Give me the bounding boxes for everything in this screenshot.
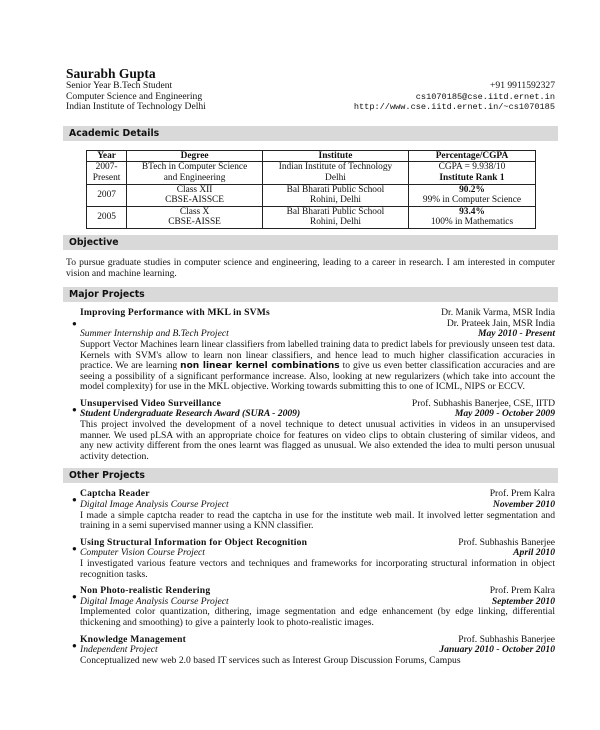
section-objective: Objective [63, 235, 558, 250]
project-description: Implemented color quantization, dithering, image segmentation and edge enhancement (by edge linking, differential thickening and smoothing) to give a painterly look to photo-realistic images. [80, 606, 555, 628]
header-line: Indian Institute of Technology Delhi [66, 101, 206, 113]
table-row [87, 206, 536, 228]
degree-cell [127, 206, 263, 228]
cell-text: Delhi [325, 172, 346, 183]
project-advisor: Prof. Subhashis Banerjee [458, 633, 555, 645]
project-title: Captcha Reader [80, 488, 150, 500]
email-link[interactable]: cs1070185@cse.iitd.ernet.in [415, 91, 555, 102]
phone: +91 9911592327 [489, 80, 555, 91]
academic-table [86, 150, 536, 229]
project-item [66, 489, 555, 531]
cell-text: and Engineering [163, 172, 226, 183]
cell-text: 93.4% [459, 206, 485, 217]
project-description: I investigated various feature vectors and techniques and frameworks for incorporating structural information in object recognition tasks. [80, 558, 555, 580]
cell-text: CBSE-AISSCE [165, 195, 225, 206]
table-header-row [87, 150, 536, 162]
institute-cell [263, 206, 409, 228]
cell-text: Bal Bharati Public School [286, 184, 385, 195]
header-line: Senior Year B.Tech Student [66, 80, 173, 91]
project-item [66, 308, 555, 393]
project-item [66, 399, 555, 463]
project-item [66, 635, 555, 667]
project-date: April 2010 [513, 547, 555, 559]
section-other-projects: Other Projects [63, 468, 558, 483]
project-subtitle: Digital Image Analysis Course Project [80, 499, 229, 511]
cell-text: Institute Rank 1 [439, 172, 505, 183]
cell-text: Indian Institute of Technology [278, 162, 393, 173]
bullet-icon: ● [72, 404, 77, 414]
cell-text: Class XII [176, 184, 213, 195]
cell-text: 2007- [95, 162, 118, 173]
degree-cell [127, 184, 263, 206]
cell-text: Rohini, Delhi [309, 217, 361, 228]
score-cell [408, 206, 535, 228]
cell-text: Rohini, Delhi [309, 195, 361, 206]
project-date: September 2010 [491, 595, 555, 607]
header-line: Computer Science and Engineering [66, 90, 203, 102]
col-header: Year [87, 150, 127, 162]
institute-cell [263, 184, 409, 206]
cell-text: 99% in Computer Science [422, 195, 522, 206]
resume-page [66, 66, 555, 666]
cell-text: 90.2% [459, 184, 485, 195]
project-advisor: Prof. Prem Kalra [489, 585, 555, 597]
project-date: November 2010 [492, 499, 555, 511]
institute-cell [263, 162, 409, 184]
project-subtitle: Independent Project [80, 644, 158, 656]
col-header: Institute [263, 150, 409, 162]
project-subtitle: Summer Internship and B.Tech Project [80, 328, 229, 340]
degree-cell [127, 162, 263, 184]
cell-text: Present [92, 172, 121, 183]
project-advisor: Prof. Subhashis Banerjee [458, 536, 555, 548]
project-subtitle: Computer Vision Course Project [80, 547, 205, 559]
project-date: May 2010 - Present [477, 328, 555, 340]
table-row [87, 162, 536, 184]
cell-text: Bal Bharati Public School [286, 206, 385, 217]
year-cell: 2005 [87, 206, 127, 228]
project-title: Unsupervised Video Surveillance [80, 397, 222, 409]
project-date: May 2009 - October 2009 [454, 408, 555, 420]
project-item [66, 586, 555, 628]
project-advisor: Prof. Subhashis Banerjee, CSE, IITD [411, 397, 555, 409]
score-cell [408, 162, 535, 184]
desc-text: Support Vector Machines learn linear classifiers from labelled training data to predict labels for previously unseen test data. Kernels with SVM's allow to learn non linear classifiers, and hence lead to much higher classification accuracies in practice. We are learning [80, 338, 555, 372]
project-advisor: Dr. Prateek Jain, MSR India [446, 317, 555, 329]
project-title: Knowledge Management [80, 633, 187, 645]
table-row [87, 184, 536, 206]
section-major-projects: Major Projects [63, 287, 558, 302]
score-cell [408, 184, 535, 206]
section-academic: Academic Details [63, 126, 558, 141]
cell-text: Class X [179, 206, 210, 217]
project-advisor: Dr. Manik Varma, MSR India [441, 307, 555, 319]
bullet-icon: ● [72, 640, 77, 650]
cell-text: 100% in Mathematics [430, 217, 514, 228]
header [66, 81, 555, 113]
project-description [80, 340, 555, 393]
desc-text: to give us even better classification accuracies and are seeing a possibility of a significant performance increase. Also, looking at new regularizers (which take into account the model complexity) for use in the MKL objective. Working towards submitting this to one of ICML, NIPS or ECCV. [80, 360, 555, 393]
objective-text: To pursue graduate studies in computer science and engineering, leading to a career in research. I am interested in computer vision and machine learning. [66, 256, 555, 279]
project-description: Conceptualized new web 2.0 based IT services such as Interest Group Discussion Forums, Campus [80, 654, 461, 666]
project-subtitle: Digital Image Analysis Course Project [80, 595, 229, 607]
homepage-link[interactable]: http://www.cse.iitd.ernet.in/~cs1070185 [353, 102, 555, 113]
project-subtitle: Student Undergraduate Research Award (SURA - 2009) [80, 408, 301, 420]
project-item [66, 538, 555, 580]
cell-text: CBSE-AISSE [168, 217, 221, 228]
project-description: I made a simple captcha reader to read the captcha in use for the institute web mail. It involved letter segmentation and training in a semi supervised manner using a KNN classifier. [80, 509, 555, 532]
col-header: Degree [127, 150, 263, 162]
bullet-icon: ● [72, 543, 77, 553]
project-title: Improving Performance with MKL in SVMs [80, 307, 270, 319]
project-advisor: Prof. Prem Kalra [489, 488, 555, 500]
bullet-icon: ● [72, 592, 77, 602]
year-cell: 2007 [87, 184, 127, 206]
project-title: Non Photo-realistic Rendering [80, 585, 211, 597]
desc-bold: non linear kernel combinations [180, 361, 340, 372]
project-description: This project involved the development of a novel technique to detect unusual activities in videos in an unsupervised manner. We used pLSA with an appropriate choice for features on video clips to obtain clustering of similar videos, and any new activity different from the ones learnt was flagged as unusual. We also extended the idea to multi person unusual activity detection. [80, 419, 555, 462]
year-cell [87, 162, 127, 184]
bullet-icon: ● [72, 319, 77, 329]
bullet-icon: ● [72, 495, 77, 505]
project-title: Using Structural Information for Object Recognition [80, 536, 308, 548]
cell-text: BTech in Computer Science [141, 162, 248, 173]
cell-text: CGPA = 9.938/10 [438, 162, 506, 173]
project-date: January 2010 - October 2010 [439, 644, 555, 656]
col-header: Percentage/CGPA [408, 150, 535, 162]
candidate-name: Saurabh Gupta [66, 66, 156, 81]
